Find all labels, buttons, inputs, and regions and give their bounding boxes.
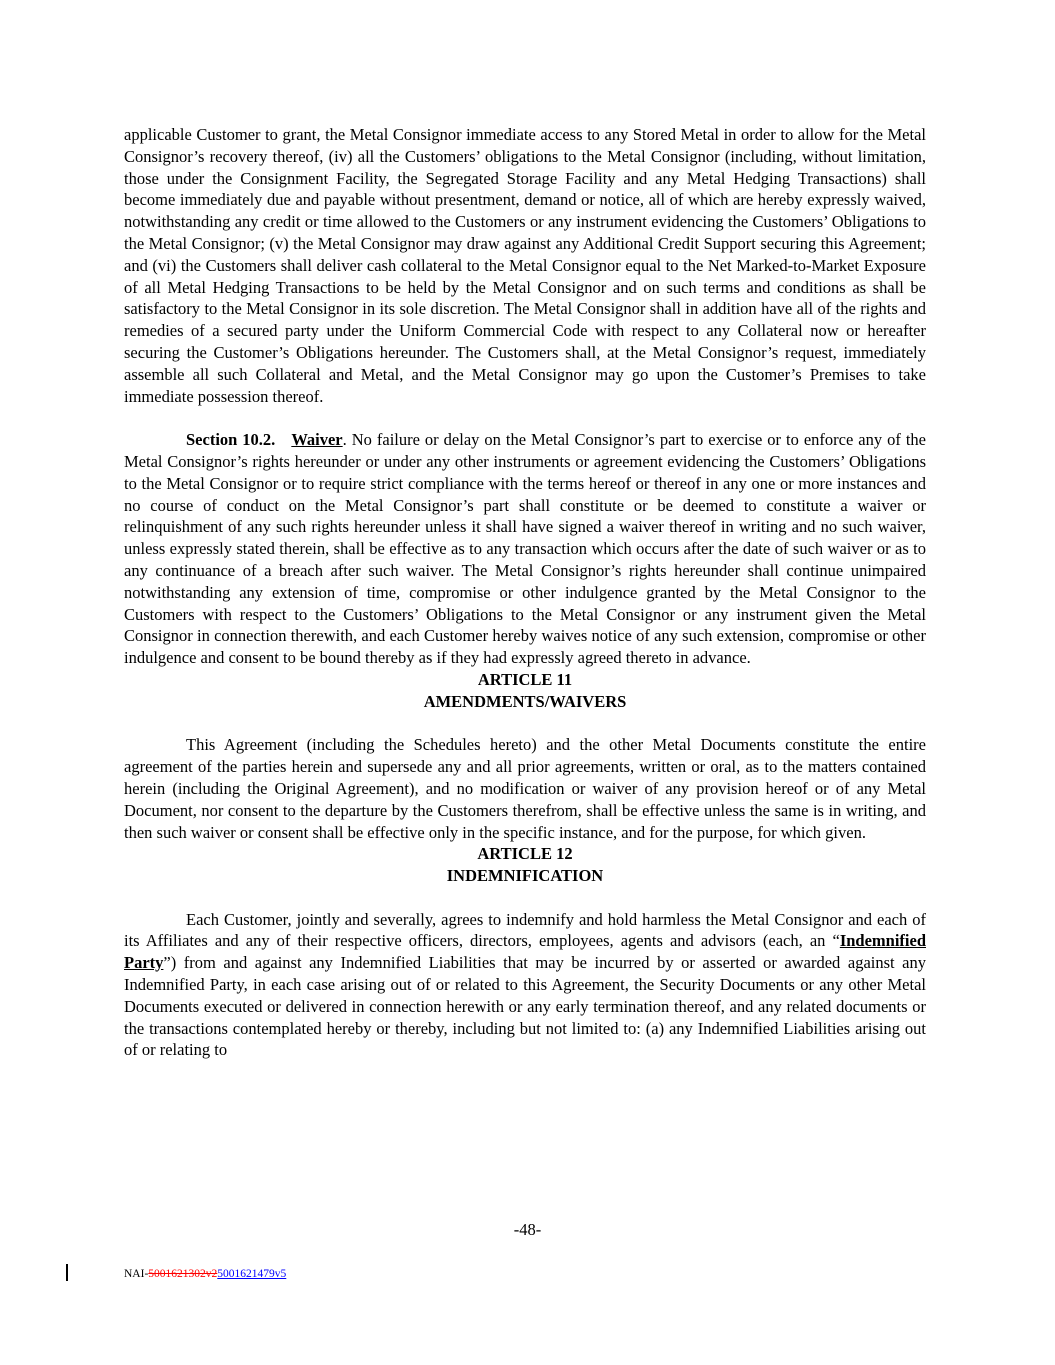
section-10-2-paragraph bbox=[124, 429, 926, 669]
article-11-title: AMENDMENTS/WAIVERS bbox=[423, 691, 627, 711]
article-12-body-after: ”) from and against any Indemnified Liabilities that may be incurred by or asserted or awarded against any Indemnified Party, in each case arising out of or related to this Agreement, the Security Documents or any other Metal Documents executed or delivered in connection herewith or any early termination thereof, and any related documents or the transactions contemplated hereby or thereby, including but not limited to: (a) any Indemnified Liabilities arising out of or relating to bbox=[124, 953, 926, 1060]
article-12-paragraph bbox=[124, 909, 926, 1062]
page-number: -48- bbox=[513, 1220, 542, 1239]
article-11-number: ARTICLE 11 bbox=[477, 669, 573, 689]
section-10-2-title: Waiver bbox=[291, 430, 343, 450]
doc-id-prefix: NAI- bbox=[124, 1268, 149, 1280]
article-11-paragraph: This Agreement (including the Schedules hereto) and the other Metal Documents constitute the entire agreement of the parties herein and supersede any and all prior agreements, written or oral, as to the matters contained herein (including the Original Agreement), and no modification or waiver of any provision hereof or of any Metal Document, nor consent to the departure by the Customers therefrom, shall be effective unless the same is in writing, and then such waiver or consent shall be effective only in the specific instance, and for the purpose, for which given. bbox=[124, 735, 926, 842]
section-10-2-number: Section 10.2. bbox=[186, 430, 276, 450]
article-12-number: ARTICLE 12 bbox=[477, 844, 573, 864]
document-body bbox=[124, 124, 926, 1061]
doc-id-inserted: 5001621479v5 bbox=[217, 1268, 287, 1280]
article-12-body-before: Each Customer, jointly and severally, agrees to indemnify and hold harmless the Metal Consignor and each of its Affiliates and any of their respective officers, directors, employees, agents and advisors (each, an “ bbox=[124, 909, 926, 951]
indemnified-party-term: Indemnified Party bbox=[124, 931, 926, 973]
article-12-title: INDEMNIFICATION bbox=[446, 866, 604, 886]
doc-id-deleted: 5001621302v2 bbox=[148, 1268, 218, 1280]
revision-change-bar bbox=[66, 1264, 68, 1281]
paragraph-remedies-continued: applicable Customer to grant, the Metal Consignor immediate access to any Stored Metal in order to allow for the Metal Consignor’s recovery thereof, (iv) all the Customers’ obligations to the Metal Consignor (including, without limitation, those under the Consignment Facility, the Segregated Storage Facility and any Metal Hedging Transactions) shall become immediately due and payable without presentment, demand or notice, all of which are hereby expressly waived, notwithstanding any credit or time allowed to the Customers or any instrument evidencing the Customers’ Obligations to the Metal Consignor; (v) the Metal Consignor may draw against any Additional Credit Support securing this Agreement; and (vi) the Customers shall deliver cash collateral to the Metal Consignor equal to the Net Marked-to-Market Exposure of all Metal Hedging Transactions to be held by the Metal Consignor and on such terms and conditions as shall be satisfactory to the Metal Consignor in its sole discretion. The Metal Consignor shall in addition have all of the rights and remedies of a secured party under the Uniform Commercial Code with respect to any Collateral now or hereafter securing the Customer’s Obligations hereunder. The Customers shall, at the Metal Consignor’s request, immediately assemble all such Collateral and Metal, and the Metal Consignor may go upon the Customer’s Premises to take immediate possession thereof. bbox=[124, 125, 926, 406]
section-10-2-body: . No failure or delay on the Metal Consignor’s part to exercise or to enforce any of the Metal Consignor’s rights hereunder or under any other instruments or agreement evidencing the Customers’ Obligations to the Metal Consignor or to require strict compliance with the terms hereof or thereof in any one or more instances and no course of conduct on the Metal Consignor’s part shall constitute or be deemed to constitute a waiver or relinquishment of any such rights hereunder unless it shall have signed a waiver thereof in writing and no such waiver, unless expressly stated therein, shall be effective as to any transaction which occurs after the date of such waiver or as to any continuance of a breach after such waiver. The Metal Consignor’s rights hereunder shall continue unimpaired notwithstanding any extension of time, compromise or other indulgence granted by the Metal Consignor to the Customers with respect to the Customers’ Obligations to the Metal Consignor or any instrument given the Metal Consignor in connection therewith, and each Customer hereby waives notice of any such extension, compromise or other indulgence and consent to be bound thereby as if they had expressly agreed thereto in advance. bbox=[124, 430, 926, 668]
document-id bbox=[124, 1268, 286, 1280]
